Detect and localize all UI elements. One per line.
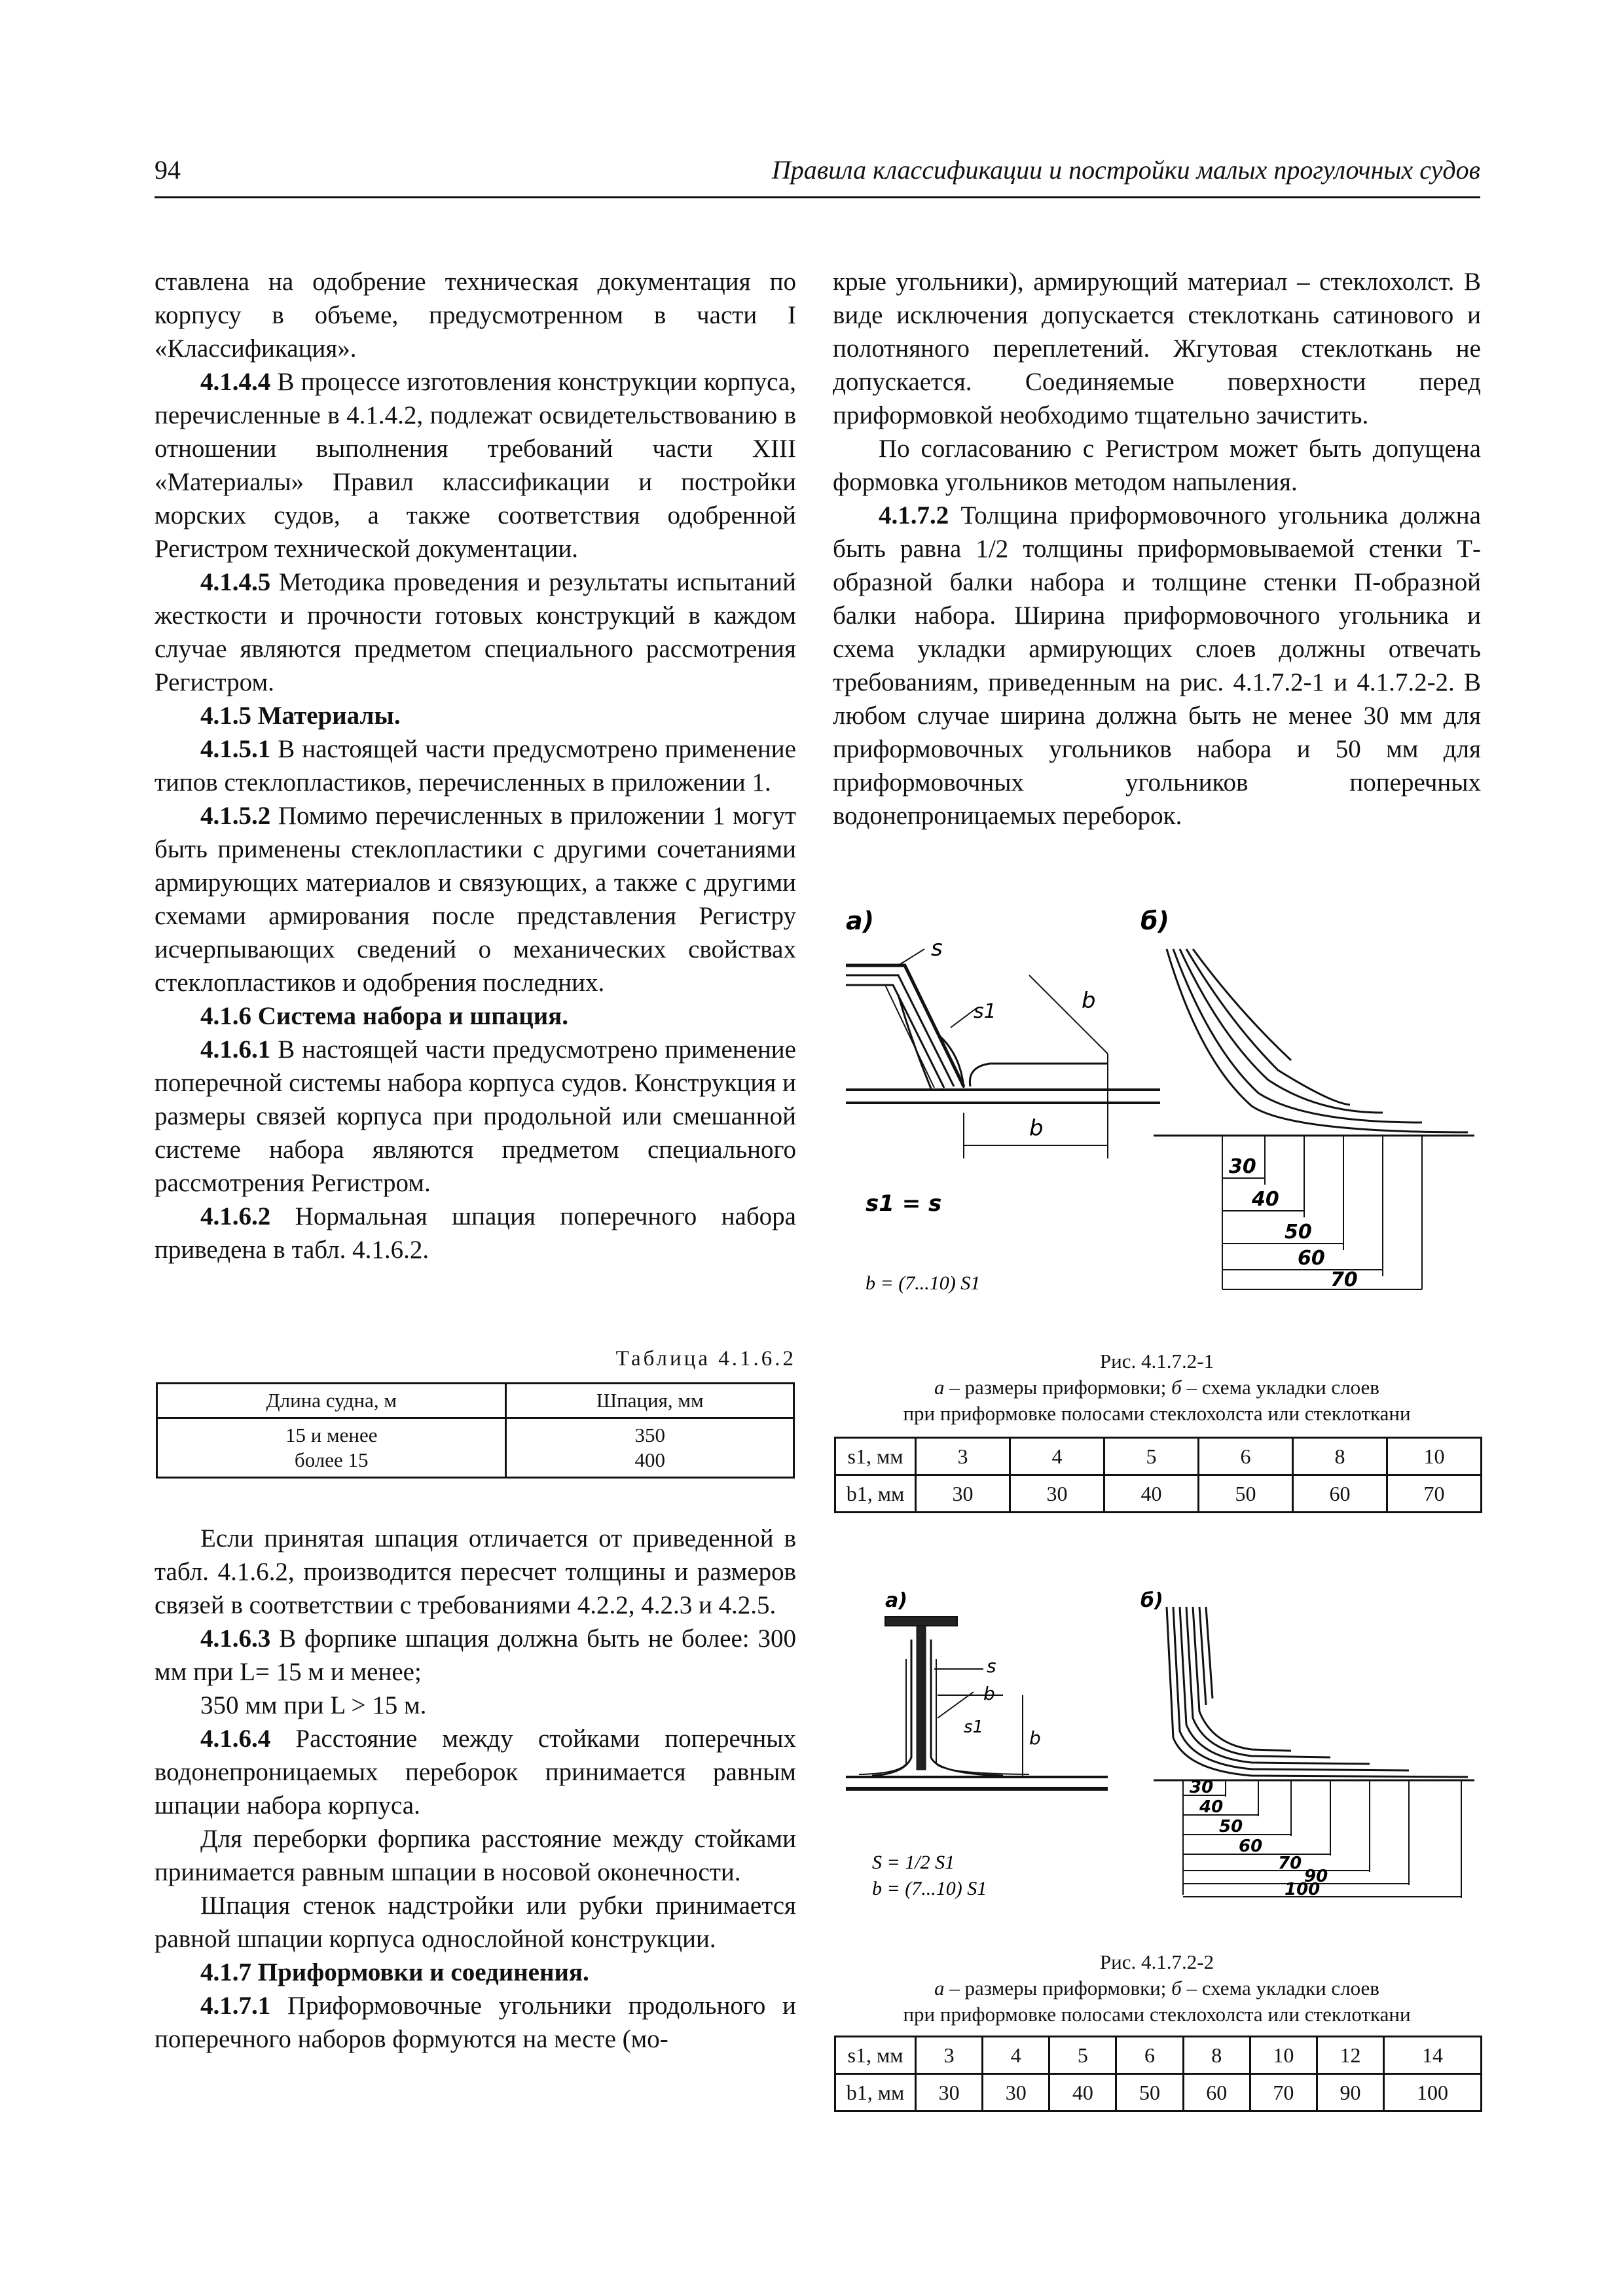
fig1-section-a xyxy=(846,949,1160,1158)
page-number: 94 xyxy=(155,155,181,185)
paragraph xyxy=(155,732,796,799)
paragraph-text: В форпике шпация должна быть не более: 300 мм при L= 15 м и менее; xyxy=(155,1624,796,1686)
figure-1-drawing xyxy=(833,897,1481,1302)
cell-line: 350 xyxy=(634,1424,665,1446)
fig1-caption-line2: при приформовке полосами стеклохолста или стеклоткани xyxy=(903,1402,1411,1425)
paragraph xyxy=(155,1200,796,1266)
paragraph: Если принятая шпация отличается от приведенной в табл. 4.1.6.2, производится пересчет толщины и размеров связей в соответствии с требованиями 4.2.2, 4.2.3 и 4.2.5. xyxy=(155,1524,796,1619)
fig1-s-label: s xyxy=(931,935,943,961)
fig1-caption xyxy=(833,1348,1481,1427)
paragraph-text: Помимо перечисленных в приложении 1 могут быть применены стеклопластики с другими сочетаниями армирующих материалов и связующих, а также с другими схемами армирования после представления Регистру исчерпывающих сведений о механических свойствах стеклопластиков и одобрения последних. xyxy=(155,802,796,997)
caption-letter: а xyxy=(934,1977,945,2000)
table-cell: 70 xyxy=(1250,2074,1317,2111)
paragraph: Шпация стенок надстройки или рубки принимается равной шпации корпуса однослойной конструкции. xyxy=(155,1892,796,1953)
table-cell: 5 xyxy=(1104,1438,1199,1475)
fig2-title: Рис. 4.1.7.2-2 xyxy=(1099,1950,1214,1973)
caption-letter: б xyxy=(1171,1977,1182,2000)
table-cell: 12 xyxy=(1317,2037,1383,2074)
paragraph-text: В процессе изготовления конструкции корпуса, перечисленные в 4.1.4.2, подлежат освидетельствованию в отношении выполнения требований части XIII «Материалы» Правил классификации и постройки морских судов, а также соответствия одобренной Регистром технической документации. xyxy=(155,368,796,563)
fig1-equality: s1 = s xyxy=(866,1191,942,1217)
fig2-table xyxy=(834,2036,1482,2112)
heading-text: 4.1.6 Система набора и шпация. xyxy=(200,1002,569,1030)
table-cell: 30 xyxy=(983,2074,1049,2111)
caption-text: – размеры приформовки; xyxy=(944,1376,1172,1399)
clause-number: 4.1.7.2 xyxy=(879,501,949,529)
fig2-dim-50: 50 xyxy=(1219,1817,1243,1837)
paragraph xyxy=(155,1622,796,1689)
paragraph: 350 мм при L > 15 м. xyxy=(200,1691,427,1719)
figure-2-drawing xyxy=(833,1581,1481,1921)
fig1-dim-40: 40 xyxy=(1252,1188,1279,1211)
paragraph xyxy=(155,1989,796,2056)
clause-number: 4.1.7.1 xyxy=(200,1992,271,2020)
fig2-caption-line2: при приформовке полосами стеклохолста или стеклоткани xyxy=(903,2003,1411,2026)
table-cell xyxy=(157,1418,506,1478)
clause-number: 4.1.6.2 xyxy=(200,1202,271,1230)
table-cell: 3 xyxy=(916,2037,983,2074)
fig2-s-label: s xyxy=(987,1655,996,1677)
fig2-caption xyxy=(833,1949,1481,2028)
clause-number: 4.1.4.5 xyxy=(200,568,271,596)
fig1-table xyxy=(834,1437,1482,1513)
paragraph-text: В настоящей части предусмотрено применение поперечной системы набора корпуса судов. Конструкция и размеры связей корпуса при продольной или смешанной системе набора являются предметом специального рассмотрения Регистром. xyxy=(155,1035,796,1197)
table-cell: 6 xyxy=(1116,2037,1183,2074)
table-cell: 90 xyxy=(1317,2074,1383,2111)
heading-text: 4.1.5 Материалы. xyxy=(200,702,401,730)
cell-line: более 15 xyxy=(294,1448,369,1471)
fig2-b-label: b xyxy=(983,1683,995,1704)
table-cell: 30 xyxy=(1010,1475,1104,1513)
clause-number: 4.1.5.1 xyxy=(200,735,271,763)
fig2-dim-90: 90 xyxy=(1304,1867,1328,1886)
table-row-head: s1, мм xyxy=(835,1438,916,1475)
paragraph: крые угольники), армирующий материал – стеклохолст. В виде исключения допускается стеклоткань сатинового и полотняного переплетений. Жгутовая стеклоткань не допускается. Соединяемые поверхности перед приформовкой необходимо тщательно зачистить. xyxy=(833,268,1481,429)
table-caption: Таблица 4.1.6.2 xyxy=(615,1347,796,1371)
fig1-label-b: б) xyxy=(1140,906,1169,935)
fig1-b-label: b xyxy=(1029,1115,1044,1141)
table-cell: 60 xyxy=(1183,2074,1250,2111)
caption-letter: б xyxy=(1171,1376,1182,1399)
table-row-head: s1, мм xyxy=(835,2037,916,2074)
table-cell: 50 xyxy=(1116,2074,1183,2111)
table-cell: 60 xyxy=(1293,1475,1387,1513)
caption-letter: а xyxy=(934,1376,945,1399)
left-column-lower xyxy=(155,1522,796,2056)
table-header: Шпация, мм xyxy=(506,1384,794,1418)
table-cell: 30 xyxy=(916,1475,1010,1513)
fig1-dim-50: 50 xyxy=(1285,1221,1312,1244)
section-heading xyxy=(155,999,796,1033)
section-heading xyxy=(155,1956,796,1989)
paragraph-text: Приформовочные угольники продольного и поперечного наборов формуются на месте (мо- xyxy=(155,1992,796,2053)
paragraph xyxy=(155,565,796,699)
fig2-dim-60: 60 xyxy=(1239,1837,1263,1856)
paragraph xyxy=(155,365,796,565)
fig2-section-b xyxy=(1154,1607,1474,1898)
fig2-s1-label: s1 xyxy=(964,1717,984,1737)
header-rule xyxy=(155,196,1480,198)
fig1-title: Рис. 4.1.7.2-1 xyxy=(1099,1350,1214,1372)
paragraph xyxy=(155,1722,796,1822)
clause-number: 4.1.4.4 xyxy=(200,368,271,396)
paragraph xyxy=(833,499,1481,833)
fig2-label-a: а) xyxy=(885,1589,907,1612)
table-cell: 100 xyxy=(1384,2074,1482,2111)
fig1-dim-60: 60 xyxy=(1298,1247,1325,1270)
table-cell: 10 xyxy=(1250,2037,1317,2074)
section-heading xyxy=(155,699,796,732)
running-title: Правила классификации и постройки малых прогулочных судов xyxy=(771,155,1480,185)
paragraph: По согласованию с Регистром может быть допущена формовка угольников методом напыления. xyxy=(833,435,1481,496)
fig2-formula1: S = 1/2 S1 xyxy=(872,1852,955,1873)
fig1-dim-30: 30 xyxy=(1229,1155,1256,1178)
caption-text: – схема укладки слоев xyxy=(1181,1977,1379,2000)
clause-number: 4.1.5.2 xyxy=(200,802,271,830)
caption-text: – размеры приформовки; xyxy=(944,1977,1172,2000)
left-column xyxy=(155,265,796,1266)
paragraph-text: Нормальная шпация поперечного набора приведена в табл. 4.1.6.2. xyxy=(155,1202,796,1264)
fig1-b-dim-label: b xyxy=(1082,988,1096,1014)
right-column xyxy=(833,265,1481,833)
fig1-label-a: а) xyxy=(846,906,875,935)
paragraph-text: Методика проведения и результаты испытаний жесткости и прочности готовых конструкций в каждом случае являются предметом специального рассмотрения Регистром. xyxy=(155,568,796,696)
fig2-b-dim-label: b xyxy=(1029,1727,1041,1749)
table-cell: 40 xyxy=(1049,2074,1116,2111)
table-cell: 3 xyxy=(916,1438,1010,1475)
table-cell: 50 xyxy=(1199,1475,1293,1513)
cell-line: 400 xyxy=(634,1448,665,1471)
table-cell: 5 xyxy=(1049,2037,1116,2074)
table-cell: 8 xyxy=(1293,1438,1387,1475)
fig1-s1-label: s1 xyxy=(974,1000,996,1023)
fig1-section-b xyxy=(1154,949,1474,1289)
spacing-table xyxy=(156,1382,795,1479)
fig2-dim-70: 70 xyxy=(1278,1854,1302,1873)
table-cell: 4 xyxy=(1010,1438,1104,1475)
fig1-caption-line1 xyxy=(833,1374,1481,1401)
paragraph xyxy=(155,799,796,999)
paragraph-text: Расстояние между стойками поперечных водонепроницаемых переборок принимается равным шпации набора корпуса. xyxy=(155,1725,796,1820)
table-cell xyxy=(506,1418,794,1478)
fig2-dim-40: 40 xyxy=(1199,1797,1224,1817)
table-header: Длина судна, м xyxy=(157,1384,506,1418)
clause-number: 4.1.6.4 xyxy=(200,1725,271,1753)
caption-text: – схема укладки слоев xyxy=(1181,1376,1379,1399)
paragraph xyxy=(155,1033,796,1200)
table-cell: 10 xyxy=(1387,1438,1482,1475)
fig2-dim-30: 30 xyxy=(1190,1778,1214,1797)
clause-number: 4.1.6.1 xyxy=(200,1035,271,1064)
fig2-label-b: б) xyxy=(1140,1589,1163,1612)
fig2-caption-line1 xyxy=(833,1975,1481,2001)
table-cell: 70 xyxy=(1387,1475,1482,1513)
fig2-dim-100: 100 xyxy=(1285,1880,1321,1899)
table-cell: 6 xyxy=(1199,1438,1293,1475)
fig2-formula2: b = (7...10) S1 xyxy=(872,1878,987,1899)
fig2-section-a xyxy=(846,1617,1108,1789)
paragraph-text: В настоящей части предусмотрено применение типов стеклопластиков, перечисленных в приложении 1. xyxy=(155,735,796,797)
table-cell: 40 xyxy=(1104,1475,1199,1513)
paragraph: ставлена на одобрение техническая документация по корпусу в объеме, предусмотренном в части I «Классификация». xyxy=(155,268,796,363)
table-row-head: b1, мм xyxy=(835,1475,916,1513)
heading-text: 4.1.7 Приформовки и соединения. xyxy=(200,1958,589,1986)
paragraph-text: Толщина приформовочного угольника должна быть равна 1/2 толщины приформовываемой стенки Т-образной балки набора и толщине стенки П-образной балки набора. Ширина приформовочного угольника и схема укладки армирующих слоев должны отвечать требованиям, приведенным на рис. 4.1.7.2-1 и 4.1.7.2-2. В любом случае ширина должна быть не менее 30 мм для приформовочных угольников набора и 50 мм для приформовочных угольников поперечных водонепроницаемых переборок. xyxy=(833,501,1481,830)
paragraph: Для переборки форпика расстояние между стойками принимается равным шпации в носовой оконечности. xyxy=(155,1825,796,1886)
clause-number: 4.1.6.3 xyxy=(200,1624,271,1653)
table-cell: 30 xyxy=(916,2074,983,2111)
table-cell: 4 xyxy=(983,2037,1049,2074)
table-cell: 14 xyxy=(1384,2037,1482,2074)
fig1-formula: b = (7...10) S1 xyxy=(866,1272,981,1294)
table-cell: 8 xyxy=(1183,2037,1250,2074)
table-row-head: b1, мм xyxy=(835,2074,916,2111)
fig1-dim-70: 70 xyxy=(1330,1268,1358,1291)
cell-line: 15 и менее xyxy=(285,1424,378,1446)
